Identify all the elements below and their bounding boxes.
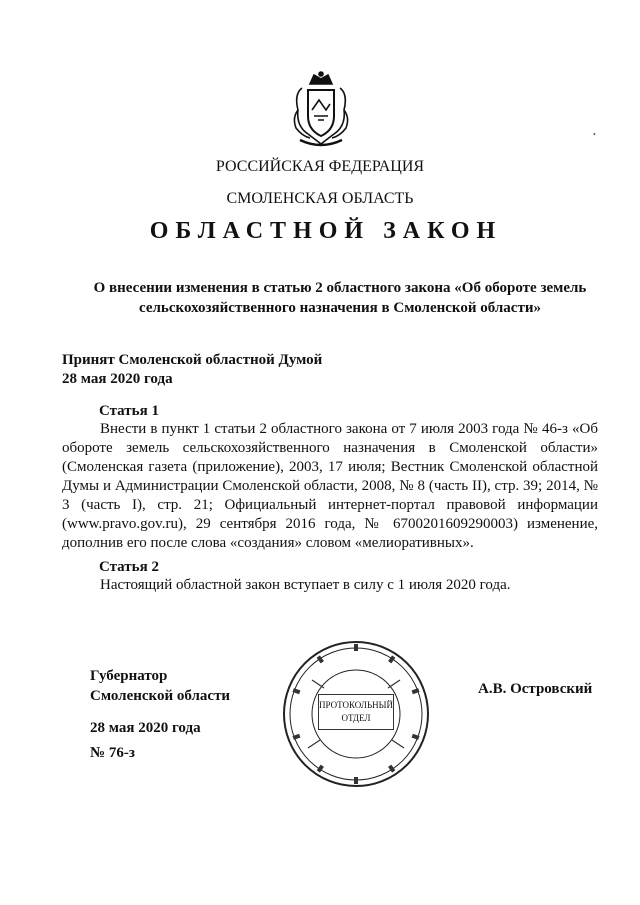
coat-of-arms-icon <box>288 70 354 148</box>
adoption-date: 28 мая 2020 года <box>62 371 173 387</box>
position-line-1: Губернатор <box>90 668 168 684</box>
country-heading: РОССИЙСКАЯ ФЕДЕРАЦИЯ <box>215 158 425 175</box>
article-2-text: Настоящий областной закон вступает в силу с 1 июля 2020 года. <box>100 577 511 593</box>
adoption-body: Принят Смоленской областной Думой <box>62 352 323 368</box>
document-type-title: ОБЛАСТНОЙ ЗАКОН <box>149 218 503 244</box>
signer-name: А.В. Островский <box>478 681 593 697</box>
position-line-2: Смоленской области <box>90 688 231 704</box>
seal-inner-box <box>318 694 394 730</box>
law-number: № 76-з <box>90 745 135 761</box>
signing-date: 28 мая 2020 года <box>90 720 201 736</box>
seal-box-line-2: ОТДЕЛ <box>341 713 371 723</box>
signatory-position <box>90 666 230 706</box>
seal-box-line-1: ПРОТОКОЛЬНЫЙ <box>319 700 393 710</box>
article-1-text: Внести в пункт 1 статьи 2 областного закона от 7 июля 2003 года № 46-з «Об обороте земель сельскохозяйственного назначения в Смоленской области» (Смоленская газета (приложение), 2003, 17 июля; Вестник Смоленской областной Думы и Администрации Смоленской области, 2008, № 8 (часть II), стр. 39; 2014, № 3 (часть I), стр. 21; Официальный интернет-портал правовой информации (www.pravo.gov.ru), 29 сентября 2016 года, № 6700201609290003) изменение, дополнив его после слова «создания» словом «мелиоративных». <box>62 421 598 551</box>
adoption-block <box>62 351 322 389</box>
article-1-title: Статья 1 <box>99 403 159 419</box>
law-subject: О внесении изменения в статью 2 областного закона «Об обороте земель сельскохозяйственного назначения в Смоленской области» <box>93 280 587 316</box>
region-heading: СМОЛЕНСКАЯ ОБЛАСТЬ <box>226 190 414 207</box>
article-2-title: Статья 2 <box>99 559 159 575</box>
scan-speck: • <box>593 130 596 139</box>
